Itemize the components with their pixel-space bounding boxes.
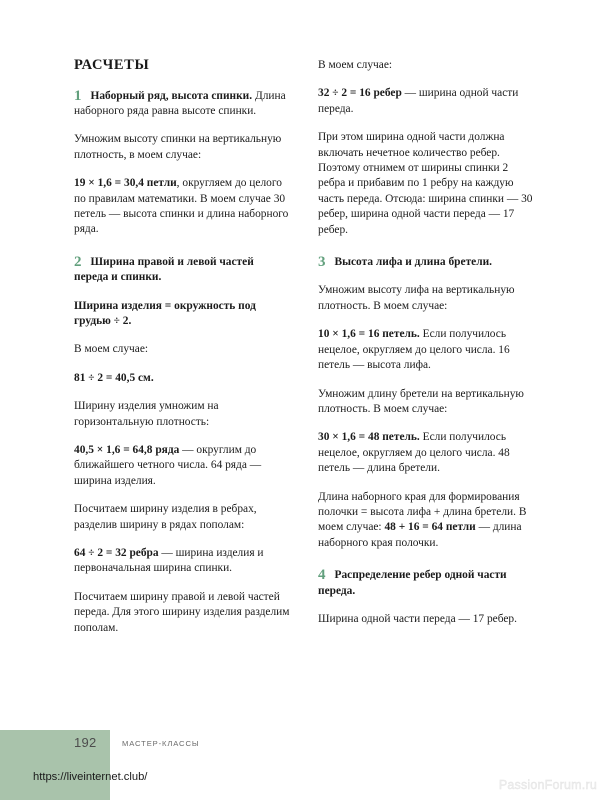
right-p8 (318, 490, 534, 552)
formula-32div2: 32 ÷ 2 = 16 ребер (318, 87, 402, 100)
page-content (74, 58, 534, 636)
left-p7-rest: — ширина изделия и первоначальная ширина спинки. (74, 547, 264, 575)
formula-405x16: 40,5 × 1,6 = 64,8 ряда (74, 444, 180, 456)
right-p7 (318, 430, 534, 476)
left-p6: Посчитаем ширину изделия в ребрах, разделив ширину в рядах пополам: (74, 503, 257, 531)
formula-10x16: 10 × 1,6 = 16 петель. (318, 328, 420, 341)
left-p2-rest: , округляем до целого по правилам математики. В моем случае 30 петель — высота спинки и длина наборного ряда. (74, 177, 289, 236)
right-p4: Умножим высоту лифа на вертикальную плотность. В моем случае: (318, 284, 515, 312)
formula-48plus16: 48 + 16 = 64 петли (384, 521, 476, 534)
section-3-heading-text: Высота лифа и длина бретели. (334, 256, 493, 269)
section-1-heading-tail: Длина наборного ряда равна высоте спинки. (74, 89, 286, 117)
right-column (318, 58, 534, 636)
section-3-number: 3 (318, 254, 326, 271)
right-p5 (318, 327, 534, 373)
left-p4: Ширину изделия умножим на горизонтальную плотность: (74, 400, 219, 428)
right-p6: Умножим длину бретели на вертикальную плотность. В моем случае: (318, 387, 524, 415)
left-p3: В моем случае: (74, 343, 149, 356)
width-formula: Ширина изделия = окружность под грудью ÷ 2. (74, 299, 256, 327)
section-1-number: 1 (74, 87, 82, 104)
formula-64div2: 64 ÷ 2 = 32 ребра (74, 547, 159, 560)
right-p8-rest: — длина наборного края полочки. (318, 521, 522, 549)
left-p8: Посчитаем ширину правой и левой частей переда. Для этого ширину изделия разделим пополам. (74, 590, 290, 634)
right-p8-start: Длина наборного края для формирования полочки = высота лифа + длина бретели. В моем случае: (318, 490, 527, 534)
left-p5 (74, 443, 290, 489)
section-3-heading (318, 255, 534, 270)
right-p9: Ширина одной части переда — 17 ребер. (318, 612, 517, 625)
right-p2 (318, 86, 534, 117)
section-2-heading-text: Ширина правой и левой частей переда и спинки. (74, 255, 254, 284)
section-1-heading-text: Наборный ряд, высота спинки. (90, 89, 253, 102)
section-2-number: 2 (74, 253, 82, 270)
section-2-heading (74, 255, 290, 286)
left-p7 (74, 546, 290, 577)
formula-30x16: 30 × 1,6 = 48 петель. (318, 431, 420, 444)
formula-19x16: 19 × 1,6 = 30,4 петли (74, 177, 177, 190)
footer-page-number: 192 (74, 735, 97, 750)
section-1-heading (74, 89, 290, 120)
footer-url[interactable]: https://liveinternet.club/ (33, 771, 148, 783)
right-p3: При этом ширина одной части должна включать нечетное количество ребер. Поэтому отнимем от ширины спинки 2 ребра и прибавим по 1 ребру на каждую часть переда. Отсюда: ширина спинки — 30 ребер, ширина одной части переда — 17 ребер. (318, 131, 533, 236)
left-column (74, 58, 290, 636)
section-4-number: 4 (318, 567, 326, 584)
section-4-heading-text: Распределение ребер одной части переда. (318, 569, 507, 597)
left-p1: Умножим высоту спинки на вертикальную плотность, в моем случае: (74, 133, 282, 161)
footer-section-label: МАСТЕР-КЛАССЫ (122, 739, 200, 748)
right-p2-rest: — ширина одной части переда. (318, 87, 519, 115)
right-p5-rest: Если получилось нецелое, округляем до целого числа. 16 петель — высота лифа. (318, 328, 510, 372)
right-p1: В моем случае: (318, 59, 393, 71)
left-p2 (74, 176, 290, 238)
page-title: РАСЧЕТЫ (74, 57, 150, 73)
section-4-heading (318, 568, 534, 599)
right-p7-rest: Если получилось нецелое, округляем до целого числа. 48 петель — длина бретели. (318, 431, 510, 475)
watermark: PassionForum.ru (498, 778, 597, 792)
left-p5-rest: — округлим до ближайшего четного числа. 64 ряда — ширина изделия. (74, 444, 262, 487)
formula-81div2: 81 ÷ 2 = 40,5 см. (74, 371, 154, 384)
